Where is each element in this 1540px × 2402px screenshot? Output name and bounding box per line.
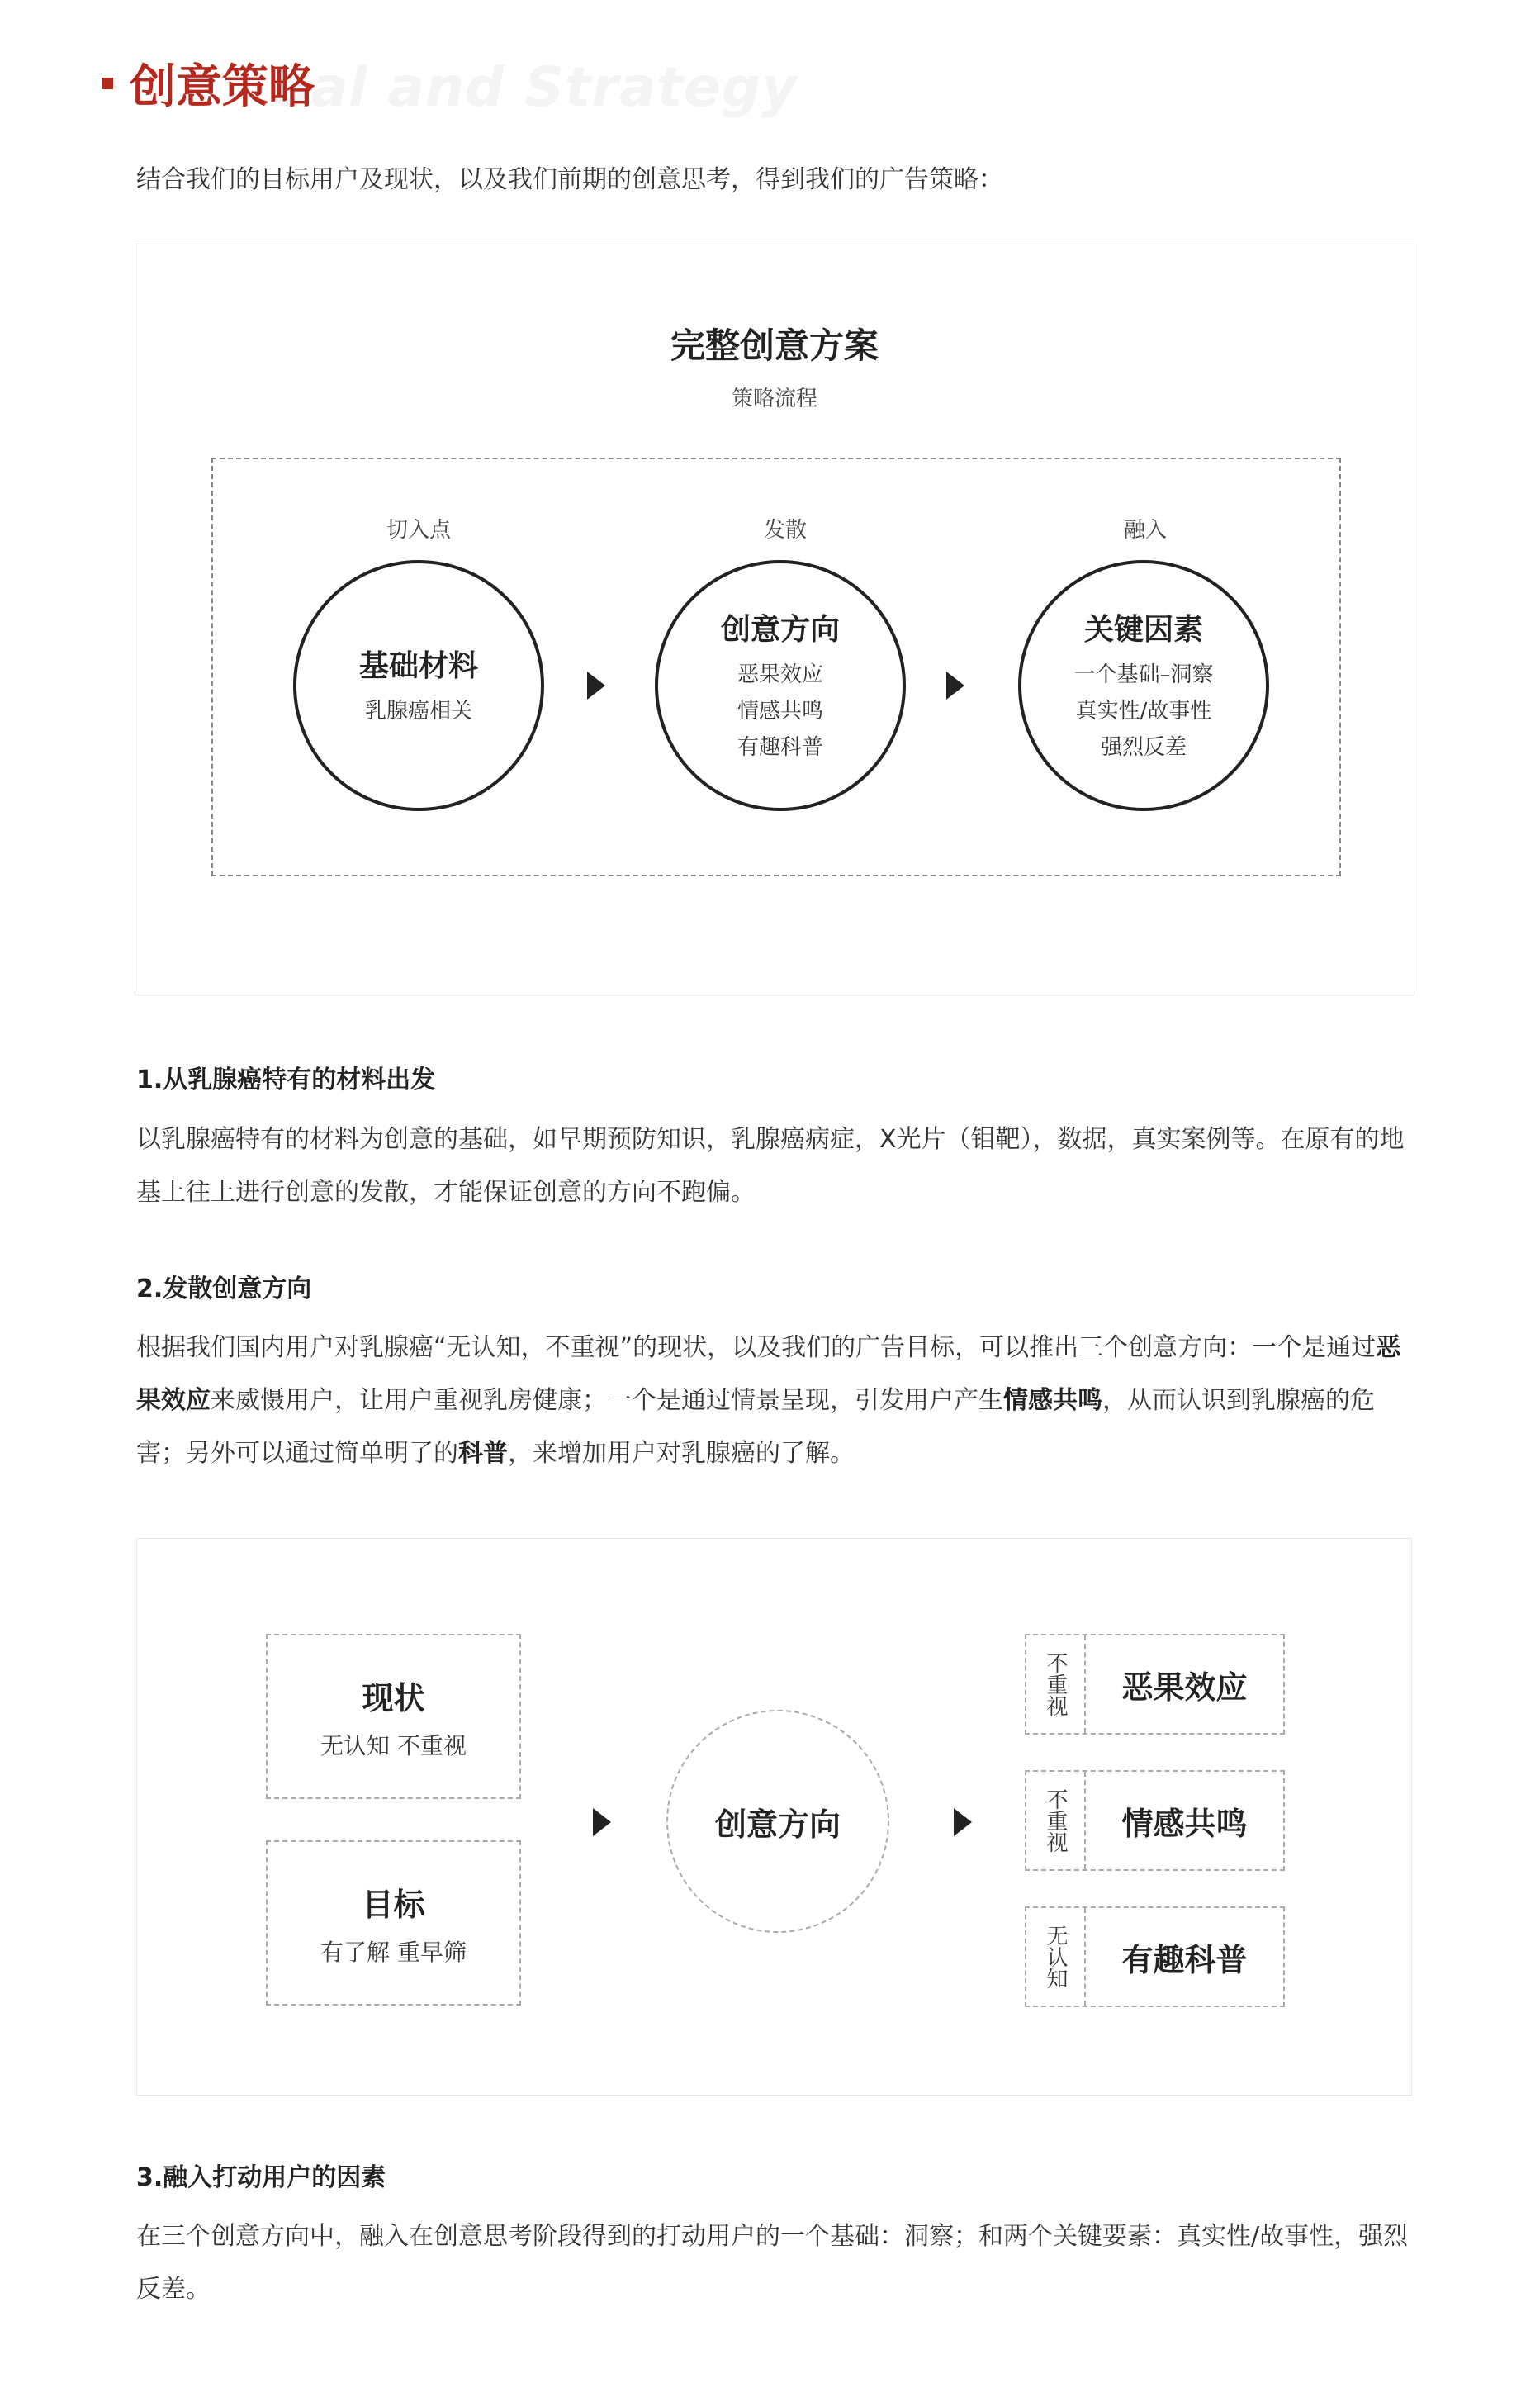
direction-tag <box>1026 1908 1086 2006</box>
direction-tag <box>1026 1635 1086 1733</box>
box-title: 目标 <box>362 1886 425 1923</box>
direction-label: 恶果效应 <box>1121 1669 1248 1706</box>
box-subtitle: 有了解 重早筛 <box>320 1938 467 1966</box>
section-heading-2: 2.发散创意方向 <box>136 1275 312 1303</box>
title-bullet-icon <box>102 78 113 89</box>
creative-direction-diagram <box>136 1538 1412 2096</box>
circle-line: 一个基础–洞察 <box>1073 662 1214 687</box>
box-title: 现状 <box>362 1679 425 1716</box>
circle-line: 强烈反差 <box>1100 734 1187 760</box>
circle-title: 基础材料 <box>358 648 478 683</box>
diagram-subtitle: 策略流程 <box>731 387 817 411</box>
circle-title: 关键因素 <box>1083 612 1203 647</box>
direction-tag-text: 无认知 <box>1043 1925 1068 1989</box>
arrow-right-icon <box>946 672 964 700</box>
column-label-entry: 切入点 <box>386 518 451 543</box>
body-text: 根据我们国内用户对乳腺癌“无认知，不重视”的现状，以及我们的广告目标，可以推出三个创意方向：一个是通过 <box>136 1333 1377 1362</box>
circle-line: 情感共鸣 <box>737 698 823 724</box>
diagram-title: 完整创意方案 <box>670 325 879 366</box>
circle-basic-material <box>293 560 544 811</box>
strategy-flow-diagram <box>135 244 1414 995</box>
body-text: ，来增加用户对乳腺癌的了解。 <box>508 1439 855 1468</box>
emphasis-text: 科普 <box>458 1439 508 1468</box>
body-text: 来威慑用户，让用户重视乳房健康；一个是通过情景呈现，引发用户产生 <box>211 1386 1003 1415</box>
circle-line: 真实性/故事性 <box>1075 698 1212 724</box>
circle-line: 恶果效应 <box>737 662 823 687</box>
circle-line: 有趣科普 <box>737 734 823 760</box>
intro-text: 结合我们的目标用户及现状，以及我们前期的创意思考，得到我们的广告策略： <box>136 165 1003 194</box>
direction-tag-text: 不重视 <box>1043 1788 1068 1853</box>
direction-box-science <box>1025 1906 1285 2007</box>
emphasis-text: 情感共鸣 <box>1003 1386 1102 1415</box>
section-body-3: 在三个创意方向中，融入在创意思考阶段得到的打动用户的一个基础：洞察；和两个关键要素：真实性/故事性，强烈反差。 <box>136 2222 1409 2304</box>
direction-box-consequence <box>1025 1634 1285 1735</box>
box-goal <box>266 1840 521 2006</box>
arrow-right-icon <box>593 1808 611 1836</box>
arrow-right-icon <box>587 672 605 700</box>
emphasis-text: 恶果效应 <box>136 1333 1401 1415</box>
section-body-2 <box>136 1322 1416 1480</box>
body-text: ，从而认识到乳腺癌的危害；另外可以通过简单明了的 <box>136 1386 1375 1468</box>
page-title: 创意策略 <box>130 60 315 114</box>
section-body-1: 以乳腺癌特有的材料为创意的基础，如早期预防知识，乳腺癌病症，X光片（钼靶），数据，真实案例等。在原有的地基上往上进行创意的发散，才能保证创意的方向不跑偏。 <box>136 1125 1405 1207</box>
section-heading-1: 1.从乳腺癌特有的材料出发 <box>136 1066 436 1094</box>
direction-label: 情感共鸣 <box>1121 1805 1248 1842</box>
circle-creative-direction <box>655 560 906 811</box>
box-subtitle: 无认知 不重视 <box>320 1731 467 1759</box>
column-label-diverge: 发散 <box>763 518 807 543</box>
direction-box-empathy <box>1025 1770 1285 1871</box>
column-label-merge: 融入 <box>1123 518 1167 543</box>
title-watermark: oal and Strategy <box>272 55 798 119</box>
circle-title: 创意方向 <box>720 612 840 647</box>
circle-line: 乳腺癌相关 <box>364 698 472 724</box>
box-status <box>266 1634 521 1799</box>
center-circle: 创意方向 <box>666 1710 889 1933</box>
arrow-right-icon <box>954 1808 972 1836</box>
direction-tag-text: 不重视 <box>1043 1652 1068 1716</box>
direction-label: 有趣科普 <box>1121 1941 1248 1978</box>
section-heading-3: 3.融入打动用户的因素 <box>136 2163 386 2192</box>
direction-tag <box>1026 1772 1086 1869</box>
circle-key-factors <box>1018 560 1269 811</box>
